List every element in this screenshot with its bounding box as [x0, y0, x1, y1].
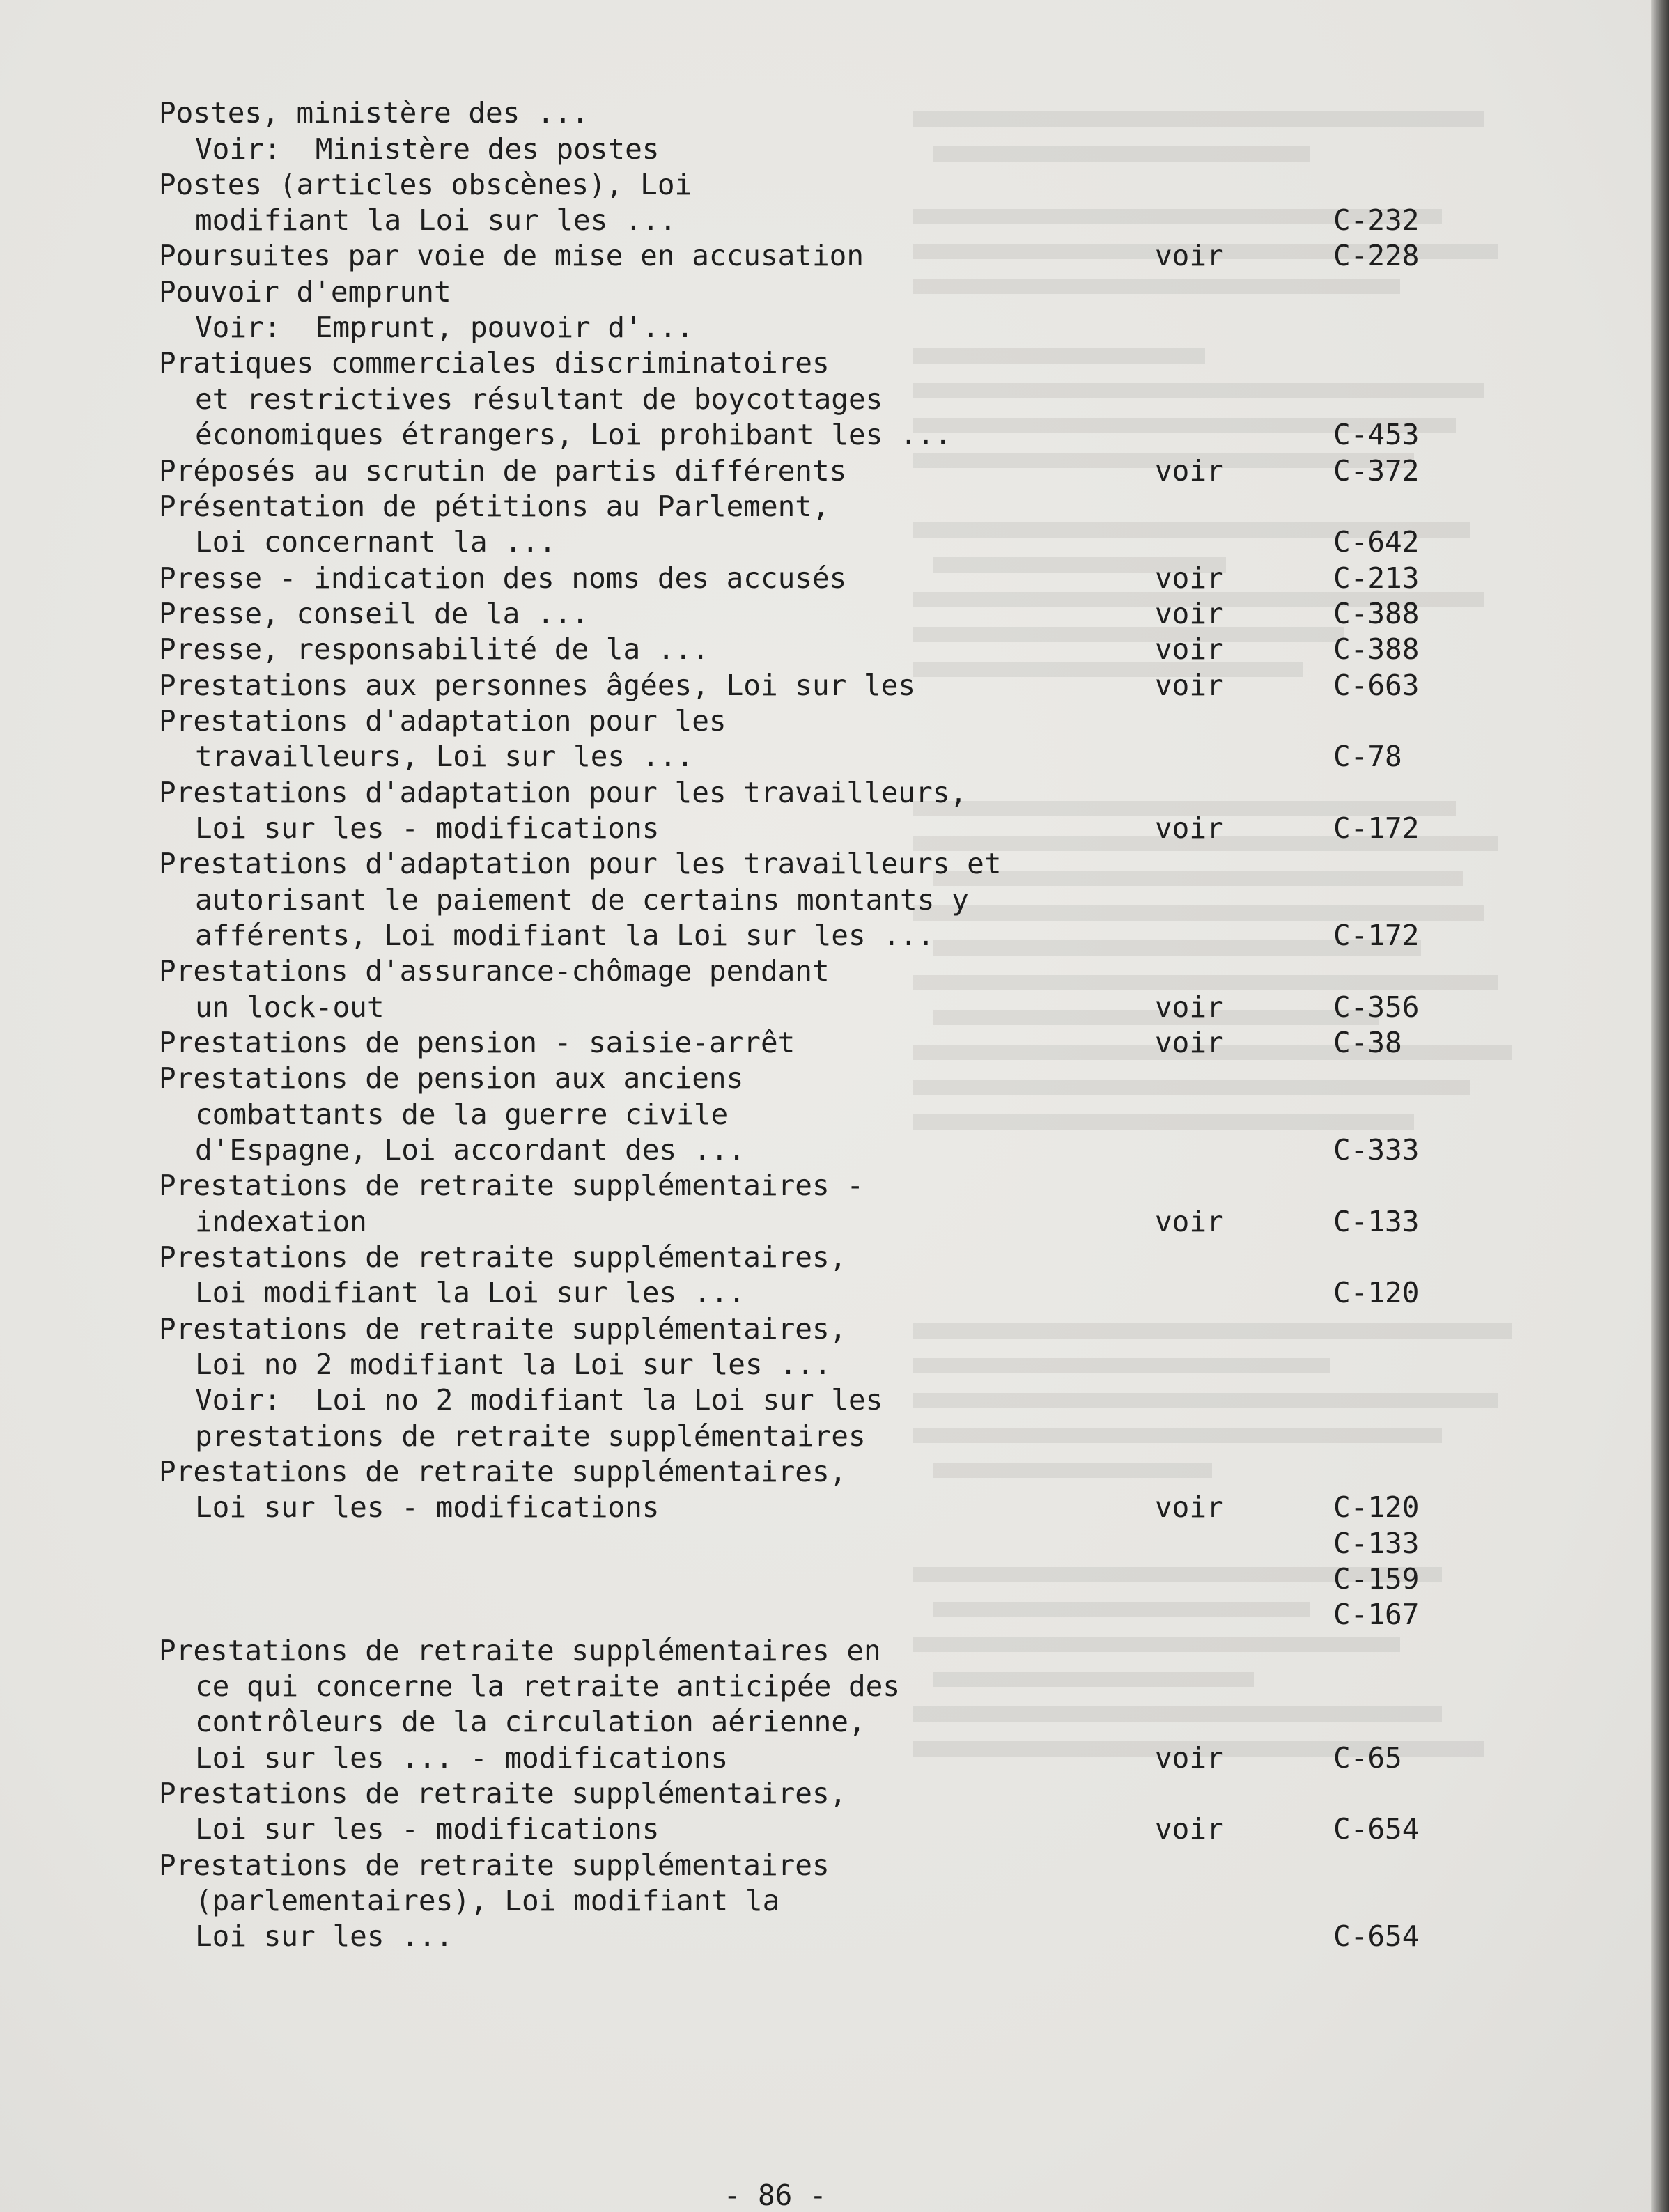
entry-text: Prestations de retraite supplémentaires	[159, 1848, 830, 1882]
index-entry-line	[0, 706, 1669, 736]
index-entry-line	[0, 348, 1669, 378]
entry-voir: voir	[1155, 1812, 1224, 1846]
bill-code: C-333	[1333, 1133, 1420, 1167]
entry-voir: voir	[1155, 811, 1224, 845]
index-entry-line	[0, 670, 1669, 701]
bill-code: C-38	[1333, 1026, 1402, 1059]
bill-code: C-388	[1333, 632, 1420, 666]
bill-code: C-453	[1333, 418, 1420, 451]
index-entry-line	[0, 384, 1669, 414]
index-entry-line	[0, 563, 1669, 593]
entry-text: Prestations d'adaptation pour les travailleurs et	[159, 847, 1002, 880]
bill-code: C-167	[1333, 1598, 1420, 1631]
entry-text: Loi concernant la ...	[195, 525, 557, 559]
index-entry-line	[0, 419, 1669, 450]
index-entry-line	[0, 1421, 1669, 1451]
bill-code: C-356	[1333, 990, 1420, 1024]
bill-code: C-654	[1333, 1812, 1420, 1846]
entry-text: Postes, ministère des ...	[159, 96, 589, 130]
index-entry-line	[0, 1242, 1669, 1272]
entry-text: et restrictives résultant de boycottages	[195, 382, 883, 416]
index-entry-line	[0, 1635, 1669, 1666]
entry-text: économiques étrangers, Loi prohibant les ...	[195, 418, 952, 451]
index-entry-line	[0, 134, 1669, 164]
index-entry-line	[0, 1027, 1669, 1058]
page-footer	[0, 2149, 1669, 2211]
bill-code: C-120	[1333, 1276, 1420, 1309]
entry-text: Loi sur les - modifications	[195, 811, 660, 845]
index-entry-line	[0, 1671, 1669, 1701]
index-entry-line	[0, 956, 1669, 986]
entry-text: Presse, responsabilité de la ...	[159, 632, 709, 666]
entry-voir: voir	[1155, 990, 1224, 1024]
index-entry-line	[0, 1349, 1669, 1380]
entry-text: Préposés au scrutin de partis différents	[159, 454, 847, 488]
index-entry-line	[0, 1850, 1669, 1880]
entry-text: modifiant la Loi sur les ...	[195, 203, 677, 237]
entry-text: Postes (articles obscènes), Loi	[159, 168, 692, 201]
index-entry-line	[0, 1528, 1669, 1559]
entry-voir: voir	[1155, 239, 1224, 272]
entry-text: contrôleurs de la circulation aérienne,	[195, 1705, 866, 1738]
entry-text: Voir: Ministère des postes	[195, 132, 660, 166]
index-entry-line	[0, 920, 1669, 951]
entry-text: afférents, Loi modifiant la Loi sur les ...	[195, 919, 935, 952]
entry-text: Prestations de retraite supplémentaires -	[159, 1169, 864, 1202]
entry-text: travailleurs, Loi sur les ...	[195, 740, 694, 773]
index-entry-line	[0, 276, 1669, 307]
entry-text: ce qui concerne la retraite anticipée des	[195, 1669, 901, 1703]
entry-text: Prestations de retraite supplémentaires,	[159, 1240, 847, 1274]
bill-code: C-232	[1333, 203, 1420, 237]
bill-code: C-159	[1333, 1562, 1420, 1596]
entry-text: Prestations de pension aux anciens	[159, 1061, 744, 1095]
entry-text: Prestations de retraite supplémentaires,	[159, 1312, 847, 1346]
index-entry-line	[0, 634, 1669, 664]
index-entry-line	[0, 992, 1669, 1022]
entry-text: Pouvoir d'emprunt	[159, 275, 451, 309]
index-entry-line	[0, 1778, 1669, 1809]
index-entry-line	[0, 1099, 1669, 1130]
index-entry-line	[0, 1277, 1669, 1308]
index-entry-line	[0, 1063, 1669, 1093]
index-entry-line	[0, 813, 1669, 843]
entry-voir: voir	[1155, 1741, 1224, 1775]
index-entry-line	[0, 885, 1669, 915]
entry-voir: voir	[1155, 561, 1224, 595]
entry-text: Loi no 2 modifiant la Loi sur les ...	[195, 1348, 832, 1381]
bill-code: C-372	[1333, 454, 1420, 488]
index-entry-line	[0, 205, 1669, 235]
bill-code: C-172	[1333, 811, 1420, 845]
bill-code: C-654	[1333, 1919, 1420, 1953]
bill-code: C-388	[1333, 597, 1420, 630]
index-entry-line	[0, 1206, 1669, 1237]
index-entry-line	[0, 169, 1669, 200]
index-entry-line	[0, 1564, 1669, 1594]
entry-text: (parlementaires), Loi modifiant la	[195, 1884, 780, 1917]
entry-text: Pratiques commerciales discriminatoires	[159, 346, 830, 380]
entry-text: combattants de la guerre civile	[195, 1098, 729, 1131]
bill-code: C-172	[1333, 919, 1420, 952]
index-entry-line	[0, 240, 1669, 271]
entry-text: Prestations d'adaptation pour les travailleurs,	[159, 776, 968, 809]
index-entry-line	[0, 777, 1669, 808]
index-entry-line	[0, 455, 1669, 486]
index-entry-line	[0, 1706, 1669, 1737]
bill-code: C-120	[1333, 1490, 1420, 1524]
index-entry-line	[0, 848, 1669, 879]
entry-text: Prestations d'assurance-chômage pendant	[159, 954, 830, 988]
entry-text: Presse - indication des noms des accusés	[159, 561, 847, 595]
entry-text: un lock-out	[195, 990, 385, 1024]
index-entry-line	[0, 1385, 1669, 1415]
entry-text: Loi sur les ...	[195, 1919, 453, 1953]
entry-voir: voir	[1155, 632, 1224, 666]
entry-text: Prestations de pension - saisie-arrêt	[159, 1026, 795, 1059]
entry-text: Prestations d'adaptation pour les	[159, 704, 727, 738]
entry-text: indexation	[195, 1205, 367, 1238]
entry-voir: voir	[1155, 669, 1224, 702]
entry-text: Presse, conseil de la ...	[159, 597, 589, 630]
entry-text: Voir: Emprunt, pouvoir d'...	[195, 311, 694, 344]
index-entry-line	[0, 491, 1669, 522]
index-entry-line	[0, 98, 1669, 128]
entry-text: d'Espagne, Loi accordant des ...	[195, 1133, 745, 1167]
entry-text: Prestations de retraite supplémentaires,	[159, 1455, 847, 1488]
index-entry-line	[0, 1170, 1669, 1201]
bill-code: C-78	[1333, 740, 1402, 773]
bill-code: C-133	[1333, 1527, 1420, 1560]
entry-text: Loi modifiant la Loi sur les ...	[195, 1276, 745, 1309]
bill-code: C-228	[1333, 239, 1420, 272]
index-entry-line	[0, 1814, 1669, 1844]
bill-code: C-663	[1333, 669, 1420, 702]
bill-code: C-133	[1333, 1205, 1420, 1238]
entry-text: Présentation de pétitions au Parlement,	[159, 490, 830, 523]
entry-text: Poursuites par voie de mise en accusation	[159, 239, 864, 272]
entry-text: Loi sur les - modifications	[195, 1812, 660, 1846]
index-entry-line	[0, 1492, 1669, 1522]
entry-voir: voir	[1155, 1026, 1224, 1059]
index-entry-line	[0, 1314, 1669, 1344]
entry-voir: voir	[1155, 1205, 1224, 1238]
bill-code: C-213	[1333, 561, 1420, 595]
index-entry-line	[0, 1885, 1669, 1916]
index-entry-line	[0, 1599, 1669, 1630]
entry-voir: voir	[1155, 454, 1224, 488]
index-entry-line	[0, 1135, 1669, 1165]
bill-code: C-642	[1333, 525, 1420, 559]
index-entry-line	[0, 598, 1669, 629]
entry-text: autorisant le paiement de certains montants y	[195, 883, 969, 917]
entry-text: Loi sur les ... - modifications	[195, 1741, 729, 1775]
bill-code: C-65	[1333, 1741, 1402, 1775]
index-entry-line	[0, 741, 1669, 772]
entry-text: Voir: Loi no 2 modifiant la Loi sur les	[195, 1383, 883, 1417]
entry-voir: voir	[1155, 597, 1224, 630]
index-entry-line	[0, 1456, 1669, 1487]
entry-text: Prestations aux personnes âgées, Loi sur les	[159, 669, 916, 702]
index-entry-line	[0, 527, 1669, 557]
page-number: - 86 -	[723, 2179, 827, 2212]
index-entry-line	[0, 312, 1669, 343]
index-entry-line	[0, 1743, 1669, 1773]
entry-text: Prestations de retraite supplémentaires en	[159, 1634, 881, 1667]
entry-text: Loi sur les - modifications	[195, 1490, 660, 1524]
entry-text: Prestations de retraite supplémentaires,	[159, 1777, 847, 1810]
entry-voir: voir	[1155, 1490, 1224, 1524]
index-entry-line	[0, 1921, 1669, 1952]
entry-text: prestations de retraite supplémentaires	[195, 1419, 866, 1453]
